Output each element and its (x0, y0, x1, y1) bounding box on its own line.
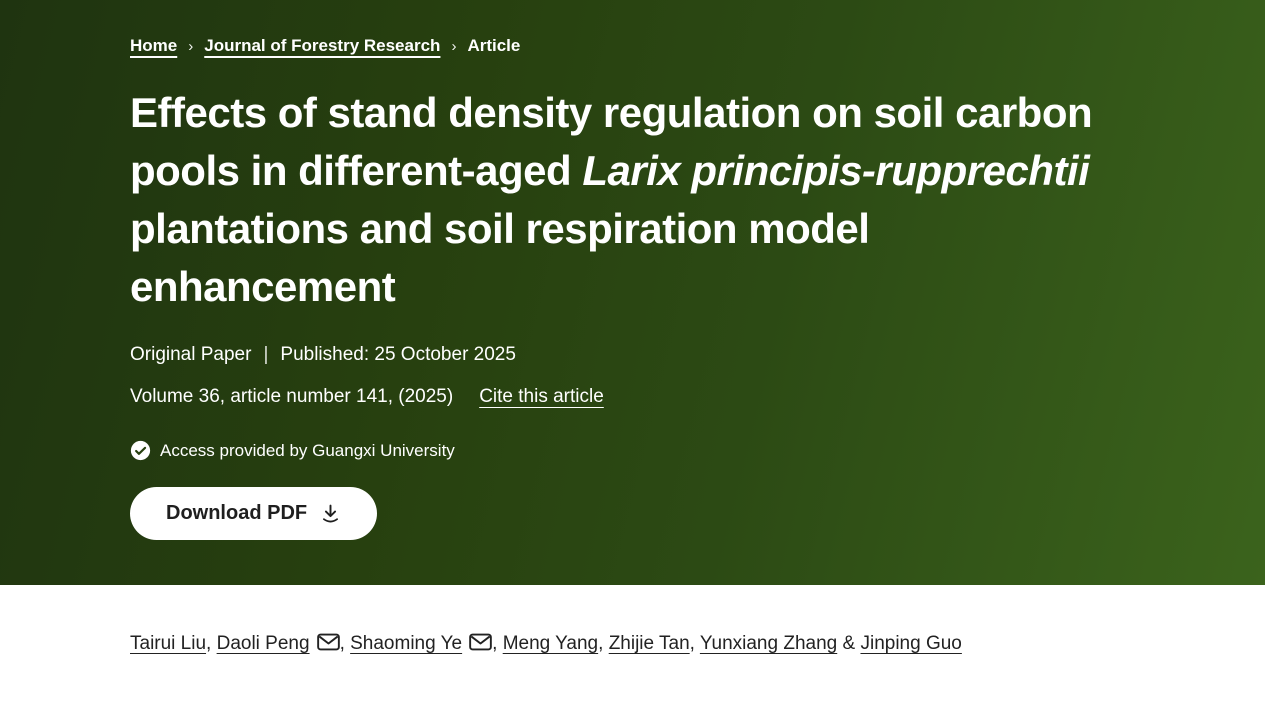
volume-meta-row (130, 386, 1135, 408)
article-meta-row (130, 344, 1135, 366)
author-separator: , (492, 633, 503, 654)
access-provided-text: Access provided by Guangxi University (160, 440, 455, 460)
access-provided-row (130, 440, 1135, 461)
published-date: Published: 25 October 2025 (280, 344, 516, 365)
breadcrumb-separator-icon: › (451, 37, 457, 55)
article-type-label: Original Paper (130, 344, 252, 365)
author-link[interactable]: Meng Yang (502, 633, 599, 654)
volume-info: Volume 36, article number 141, (2025) (130, 386, 454, 407)
author-separator: , (339, 633, 351, 654)
authors-section (0, 585, 1265, 659)
download-icon (320, 503, 341, 524)
envelope-icon[interactable] (469, 631, 492, 649)
breadcrumb-separator-icon: › (188, 37, 194, 55)
cite-this-article-link[interactable]: Cite this article (479, 386, 604, 407)
envelope-icon[interactable] (317, 631, 340, 649)
author-link[interactable]: Jinping Guo (860, 633, 962, 654)
breadcrumb-link-home[interactable]: Home (130, 36, 178, 55)
author-separator: , (598, 633, 609, 654)
title-text-part1: Effects of stand density regulation on soil carbon pools in different-aged (130, 89, 1093, 194)
breadcrumb (130, 0, 1135, 56)
download-pdf-label: Download PDF (166, 502, 308, 524)
author-link[interactable]: Daoli Peng (216, 633, 310, 654)
author-separator: , (206, 633, 217, 654)
title-text-part2: plantations and soil respiration model enhancement (130, 205, 870, 310)
check-circle-icon (130, 440, 151, 461)
title-species-italic: Larix principis-rupprechtii (582, 147, 1090, 194)
author-link[interactable]: Tairui Liu (130, 633, 207, 654)
author-separator: , (689, 633, 700, 654)
page-title (130, 84, 1135, 316)
author-link[interactable]: Zhijie Tan (608, 633, 690, 654)
author-separator: & (837, 633, 861, 654)
breadcrumb-link-journal[interactable]: Journal of Forestry Research (204, 36, 441, 55)
meta-divider: | (263, 344, 269, 365)
breadcrumb-current-article: Article (467, 36, 521, 55)
author-link[interactable]: Yunxiang Zhang (699, 633, 838, 654)
download-pdf-button[interactable] (130, 487, 377, 540)
author-list (130, 585, 1135, 659)
author-link[interactable]: Shaoming Ye (350, 633, 463, 654)
